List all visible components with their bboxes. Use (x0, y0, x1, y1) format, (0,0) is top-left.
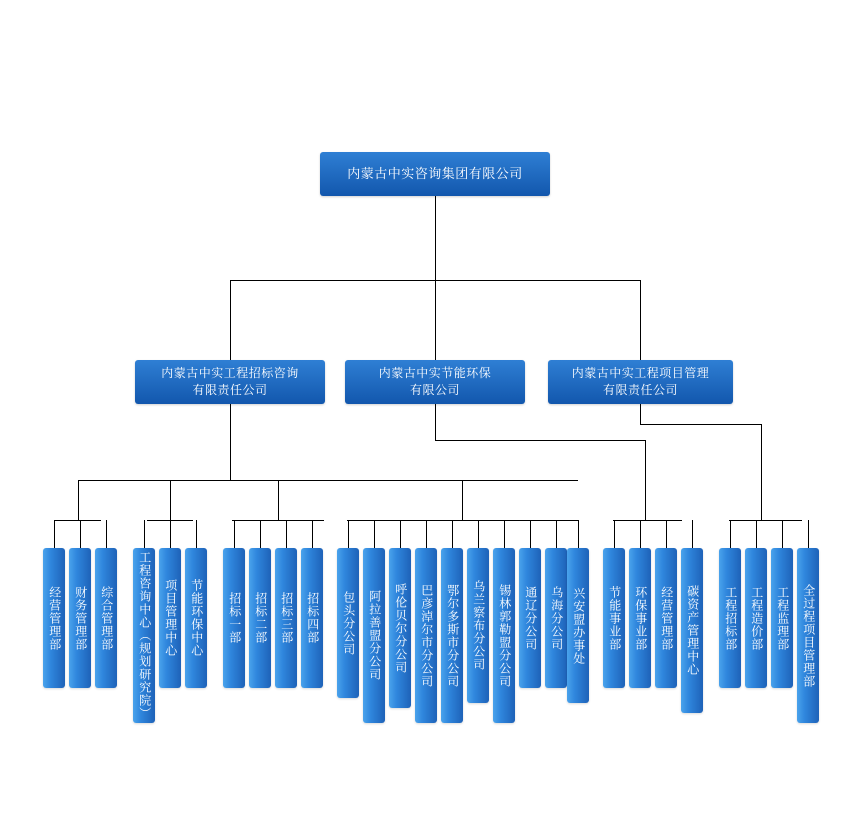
connector-leaf-stem (556, 520, 557, 548)
org-node-department[interactable] (771, 548, 793, 688)
connector-div2-stem (435, 404, 436, 440)
connector-div3-stem (640, 404, 641, 424)
org-node-division-3[interactable] (548, 360, 733, 404)
org-node-department[interactable] (719, 548, 741, 688)
org-node-department-label: 招标四部 (305, 592, 320, 644)
connector-grp4-bus (347, 520, 578, 521)
connector-leaf-stem (578, 520, 579, 548)
connector-leaf-stem (260, 520, 261, 548)
org-node-root-label: 内蒙古中实咨询集团有限公司 (347, 165, 523, 181)
org-node-department-label: 综合管理部 (99, 585, 114, 651)
org-node-department-label: 环保事业部 (633, 585, 648, 651)
connector-div1-down (230, 280, 231, 360)
org-node-department-label: 鄂尔多斯市分公司 (445, 583, 460, 688)
org-node-department-label: 招标一部 (227, 592, 242, 644)
org-node-department-label: 乌兰察布分公司 (471, 580, 486, 671)
connector-leaf-stem (170, 520, 171, 548)
connector-grp3-bus (232, 520, 324, 521)
org-node-division-2[interactable] (345, 360, 525, 404)
org-node-department[interactable] (43, 548, 65, 688)
connector-div3-run (640, 424, 761, 425)
connector-leaf-stem (478, 520, 479, 548)
connector-leaf-stem (54, 520, 55, 548)
connector-leaf-stem (504, 520, 505, 548)
connector-root-down (435, 196, 436, 280)
org-node-department[interactable] (745, 548, 767, 688)
connector-leaf-stem (234, 520, 235, 548)
org-node-department[interactable] (629, 548, 651, 688)
org-node-department[interactable] (337, 548, 359, 698)
connector-leaf-stem (144, 520, 145, 548)
connector-div1-stem (230, 404, 231, 480)
org-node-department[interactable] (249, 548, 271, 688)
connector-leaf-stem (348, 520, 349, 548)
org-node-department-label: 工程招标部 (723, 585, 738, 651)
org-node-division-2-label: 内蒙古中实节能环保 有限公司 (378, 365, 492, 397)
org-node-department-label: 招标二部 (253, 592, 268, 644)
connector-grp3-drop (278, 480, 279, 520)
connector-div3-bus (729, 520, 802, 521)
connector-leaf-stem (400, 520, 401, 548)
org-node-department[interactable] (69, 548, 91, 688)
connector-leaf-stem (808, 520, 809, 548)
org-node-department-label: 通辽分公司 (523, 585, 538, 651)
connector-leaf-stem (730, 520, 731, 548)
org-node-department[interactable] (797, 548, 819, 723)
connector-div2-down (435, 280, 436, 360)
connector-leaf-stem (426, 520, 427, 548)
org-node-department[interactable] (363, 548, 385, 723)
connector-leaf-stem (756, 520, 757, 548)
org-node-department[interactable] (389, 548, 411, 708)
connector-grp1-bus (55, 520, 101, 521)
org-node-department-label: 工程咨询中心（规划研究院） (137, 551, 152, 720)
connector-grp1-drop (78, 480, 79, 520)
connector-leaf-stem (782, 520, 783, 548)
org-node-department-label: 全过程项目管理部 (801, 583, 816, 688)
org-node-department[interactable] (603, 548, 625, 688)
org-node-department-label: 阿拉善盟分公司 (367, 590, 382, 681)
org-node-department-label: 节能事业部 (607, 585, 622, 651)
connector-leaf-stem (692, 520, 693, 548)
org-node-department[interactable] (95, 548, 117, 688)
org-node-department-label: 工程造价部 (749, 585, 764, 651)
org-node-department[interactable] (275, 548, 297, 688)
org-node-department[interactable] (133, 548, 155, 723)
org-node-department[interactable] (415, 548, 437, 723)
connector-leaf-stem (530, 520, 531, 548)
org-node-department-label: 兴安盟办事处 (571, 586, 586, 665)
org-node-department[interactable] (185, 548, 207, 688)
org-node-department[interactable] (655, 548, 677, 688)
org-node-department-label: 招标三部 (279, 592, 294, 644)
connector-div3-drop (761, 424, 762, 520)
connector-div2-bus (613, 520, 682, 521)
org-node-department-label: 巴彦淖尔市分公司 (419, 583, 434, 688)
connector-div2-drop (645, 440, 646, 520)
org-node-department-label: 锡林郭勒盟分公司 (497, 583, 512, 688)
org-node-root[interactable] (320, 152, 550, 196)
org-node-department[interactable] (681, 548, 703, 713)
org-node-department[interactable] (519, 548, 541, 688)
connector-leaf-stem (666, 520, 667, 548)
connector-div3-down (640, 280, 641, 360)
connector-leaf-stem (106, 520, 107, 548)
org-node-department-label: 包头分公司 (341, 590, 356, 656)
org-node-department[interactable] (545, 548, 567, 688)
connector-leaf-stem (80, 520, 81, 548)
connector-leaf-stem (452, 520, 453, 548)
connector-div2-run (435, 440, 645, 441)
org-node-department-label: 经营管理部 (47, 585, 62, 651)
connector-leaf-stem (374, 520, 375, 548)
org-node-department[interactable] (567, 548, 589, 703)
org-node-division-1-label: 内蒙古中实工程招标咨询 有限责任公司 (161, 365, 299, 397)
org-node-department-label: 项目管理中心 (163, 579, 178, 657)
connector-leaf-stem (312, 520, 313, 548)
org-node-department[interactable] (159, 548, 181, 688)
org-node-department[interactable] (493, 548, 515, 723)
connector-grp4-drop (462, 480, 463, 520)
org-node-department-label: 呼伦贝尔分公司 (393, 582, 408, 674)
org-node-department-label: 工程监理部 (775, 585, 790, 651)
connector-leaf-stem (196, 520, 197, 548)
org-node-department-label: 经营管理部 (659, 585, 674, 651)
org-node-department-label: 财务管理部 (73, 585, 88, 651)
connector-div1-bus (78, 480, 578, 481)
org-node-department[interactable] (467, 548, 489, 703)
org-node-department[interactable] (223, 548, 245, 688)
connector-grp2-drop (170, 480, 171, 520)
org-node-division-3-label: 内蒙古中实工程项目管理 有限责任公司 (571, 365, 710, 397)
org-node-department[interactable] (301, 548, 323, 688)
org-node-department-label: 乌海分公司 (549, 585, 564, 651)
org-node-department[interactable] (441, 548, 463, 723)
connector-leaf-stem (614, 520, 615, 548)
connector-leaf-stem (640, 520, 641, 548)
connector-leaf-stem (286, 520, 287, 548)
org-node-department-label: 节能环保中心 (189, 579, 204, 657)
org-node-division-1[interactable] (135, 360, 325, 404)
org-node-department-label: 碳资产管理中心 (685, 585, 700, 676)
